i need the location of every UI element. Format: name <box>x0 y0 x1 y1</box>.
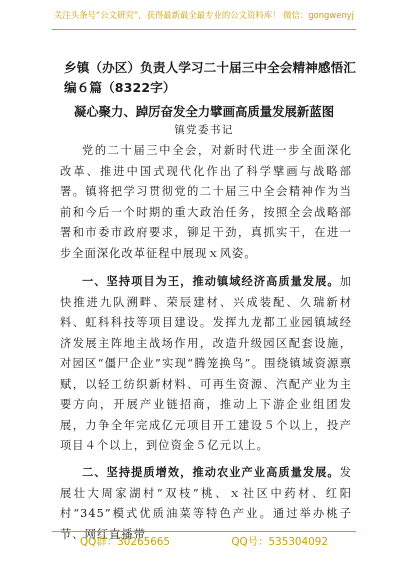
paragraph-lead: 一、坚持项目为王，推动镇域经济高质量发展。 <box>82 275 340 288</box>
watermark-header <box>0 0 408 40</box>
article-subtitle: 凝心聚力、踔厉奋发全力擘画高质量发展新蓝图 <box>73 104 335 119</box>
qq-group-text: QQ群：30265665 <box>80 536 171 548</box>
qq-number-text: QQ号：535304092 <box>231 536 328 548</box>
watermark-footer <box>0 532 408 552</box>
paragraph-text: 党的二十届三中全会，对新时代进一步全面深化改革、推进中国式现代化作出了科学擘画与战略部署。镇将把学习贯彻党的二十届三中全会精神作为当前和今后一个时期的重大政治任务，按照全会战略部署和市委市政府要求，铆足干劲，真抓实干，在进一步全面深化改革征程中展现ｘ风姿。 <box>60 144 352 260</box>
paragraph <box>60 141 352 264</box>
paragraph-text: 发展壮大周家湖村“双枝”桃、ｘ社区中药材、红阳村“345”模式优质油菜等特色产业。通过举办桃子节、网红直播带 <box>60 466 352 541</box>
paragraph-lead: 二、坚持提质增效，推动农业产业高质量发展。 <box>82 466 340 479</box>
paragraph <box>60 272 352 457</box>
document-title: 乡镇（办区）负责人学习二十届三中全会精神感悟汇编６篇（8322字） <box>64 60 356 95</box>
paragraph-text: 加快推进九队溯畔、荣辰建材、兴成装配、久瑞新材料、虹科科技等项目建设。发挥九龙都工业园镇域经济发展主阵地主战场作用，改造升级园区配套设施，对园区“僵尸企业”实现“腾笼换鸟”。围绕镇域资源禀赋，以轻工纺织新材料、可再生资源、汽配产业为主要方向，开展产业链招商，推动上下游企业组团发展，力争全年完成亿元项目开工建设５个以上，投产项目４个以上，到位资金５亿元以上。 <box>60 275 352 452</box>
header-divider <box>52 29 356 30</box>
article-author: 镇党委书记 <box>174 124 234 136</box>
header-text: 关注头条号“公文研究”，获得最新最全最专业的公文资料库！ 微信：gongwenyj <box>54 10 354 20</box>
